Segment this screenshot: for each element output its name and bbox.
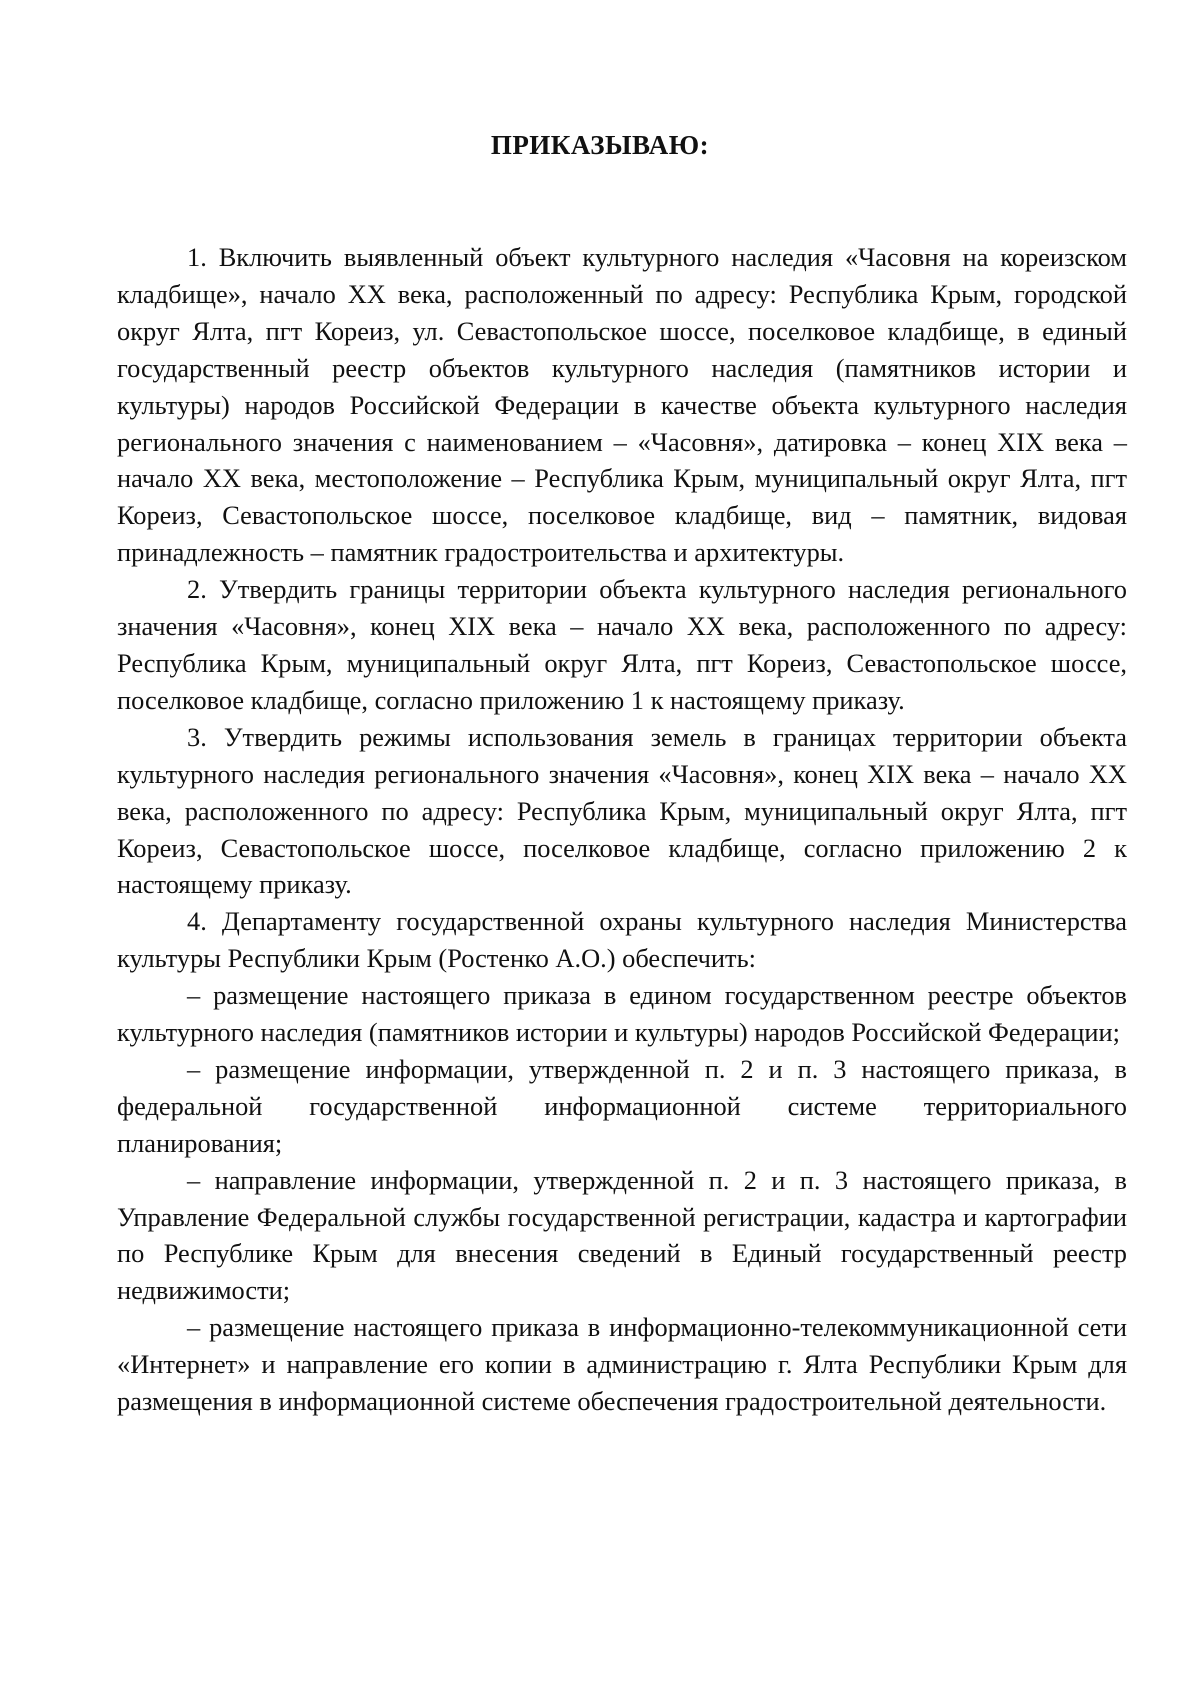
paragraph-item-4: 4. Департаменту государственной охраны культурного наследия Министерства культуры Республики Крым (Ростенко А.О.) обеспечить:: [117, 906, 1127, 974]
sub-item-internet-publication: – размещение настоящего приказа в информационно-телекоммуникационной сети «Интернет» и направление его копии в администрацию г. Ялта Республики Крым для размещения в информационной системе обеспечения градостроительной деятельности.: [117, 1312, 1127, 1417]
paragraph-item-3: 3. Утвердить режимы использования земель в границах территории объекта культурного наследия регионального значения «Часовня», конец XIX века – начало XX века, расположенного по адресу: Республика Крым, муниципальный округ Ялта, пгт Кореиз, Севастопольское шоссе, поселковое кладбище, согласно приложению 2 к настоящему приказу.: [117, 721, 1127, 900]
paragraph-item-1: 1. Включить выявленный объект культурного наследия «Часовня на кореизском кладбище», начало XX века, расположенный по адресу: Республика Крым, городской округ Ялта, пгт Кореиз, ул. Севастопольское шоссе, поселковое кладбище, в единый государственный реестр объектов культурного наследия (памятников истории и культуры) народов Российской Федерации в качестве объекта культурного наследия регионального значения с наименованием – «Часовня», датировка – конец XIX века – начало XX века, местоположение – Республика Крым, муниципальный округ Ялта, пгт Кореиз, Севастопольское шоссе, поселковое кладбище, вид – памятник, видовая принадлежность – памятник градостроительства и архитектуры.: [117, 242, 1127, 568]
sub-item-fgis-placement: – размещение информации, утвержденной п. 2 и п. 3 настоящего приказа, в федеральной государственной информационной системе территориального планирования;: [117, 1053, 1127, 1158]
sub-item-rosreestr-submission: – направление информации, утвержденной п. 2 и п. 3 настоящего приказа, в Управление Федеральной службы государственной регистрации, кадастра и картографии по Республике Крым для внесения сведений в Единый государственный реестр недвижимости;: [117, 1164, 1127, 1306]
paragraph-item-2: 2. Утвердить границы территории объекта культурного наследия регионального значения «Часовня», конец XIX века – начало XX века, расположенного по адресу: Республика Крым, муниципальный округ Ялта, пгт Кореиз, Севастопольское шоссе, поселковое кладбище, согласно приложению 1 к настоящему приказу.: [117, 574, 1127, 715]
sub-item-registry-placement: – размещение настоящего приказа в едином государственном реестре объектов культурного наследия (памятников истории и культуры) народов Российской Федерации;: [117, 980, 1127, 1048]
order-heading: ПРИКАЗЫВАЮ:: [490, 130, 710, 160]
order-body: [117, 239, 1127, 1420]
